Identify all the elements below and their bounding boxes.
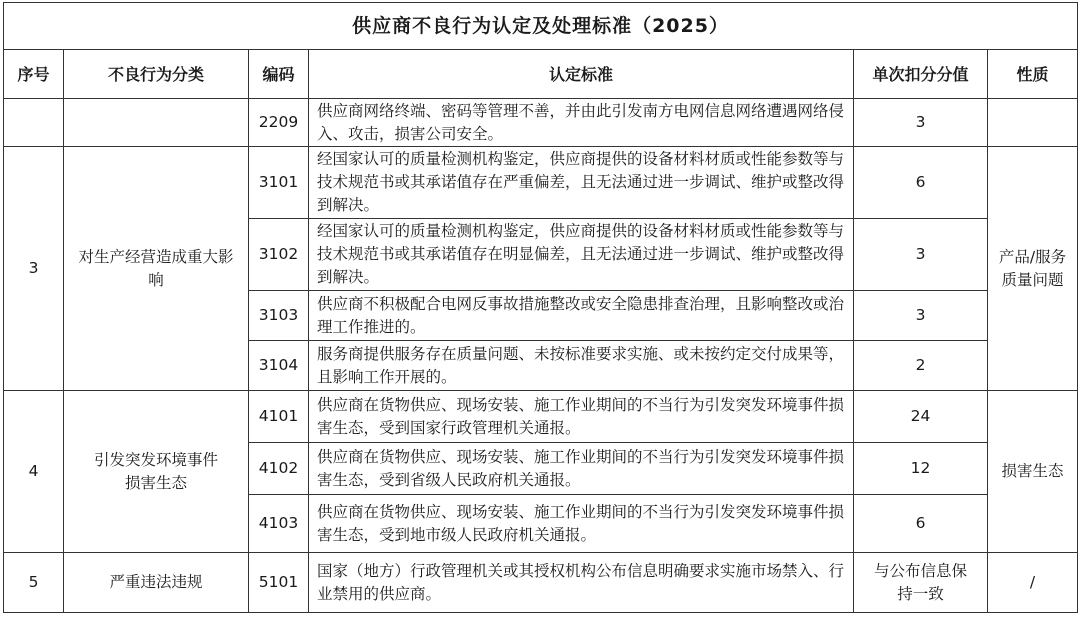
- table-row: [4, 99, 1078, 147]
- score-cell: 6: [854, 495, 988, 553]
- standard-cell: 经国家认可的质量检测机构鉴定，供应商提供的设备材料材质或性能参数等与技术规范书或其承诺值存在明显偏差，且无法通过进一步调试、维护或整改得到解决。: [309, 219, 854, 291]
- standard-cell: 国家（地方）行政管理机关或其授权机构公布信息明确要求实施市场禁入、行业禁用的供应商。: [309, 553, 854, 613]
- standard-cell: 供应商在货物供应、现场安装、施工作业期间的不当行为引发突发环境事件损害生态，受到国家行政管理机关通报。: [309, 391, 854, 443]
- header-row: [4, 50, 1078, 99]
- score-cell: 3: [854, 99, 988, 147]
- seq-cell: [4, 99, 64, 147]
- category-cell: 严重违法违规: [64, 553, 249, 613]
- code-cell: 4101: [249, 391, 309, 443]
- header-code: 编码: [249, 50, 309, 99]
- standards-table-container: [3, 2, 1077, 613]
- score-cell: 3: [854, 291, 988, 341]
- score-cell: 2: [854, 341, 988, 391]
- code-cell: 3102: [249, 219, 309, 291]
- seq-cell: 4: [4, 391, 64, 553]
- seq-cell: 5: [4, 553, 64, 613]
- code-cell: 4103: [249, 495, 309, 553]
- score-cell: 12: [854, 443, 988, 495]
- category-cell: [64, 99, 249, 147]
- score-cell: 6: [854, 147, 988, 219]
- code-cell: 5101: [249, 553, 309, 613]
- header-seq: 序号: [4, 50, 64, 99]
- nature-cell: 损害生态: [988, 391, 1078, 553]
- standard-cell: 供应商在货物供应、现场安装、施工作业期间的不当行为引发突发环境事件损害生态，受到地市级人民政府机关通报。: [309, 495, 854, 553]
- code-cell: 3104: [249, 341, 309, 391]
- code-cell: 3101: [249, 147, 309, 219]
- table-row: [4, 391, 1078, 443]
- standard-cell: 经国家认可的质量检测机构鉴定，供应商提供的设备材料材质或性能参数等与技术规范书或其承诺值存在严重偏差，且无法通过进一步调试、维护或整改得到解决。: [309, 147, 854, 219]
- code-cell: 2209: [249, 99, 309, 147]
- table-title: 供应商不良行为认定及处理标准（2025）: [4, 3, 1078, 50]
- nature-cell: /: [988, 553, 1078, 613]
- table-row: [4, 147, 1078, 219]
- category-cell: 对生产经营造成重大影响: [64, 147, 249, 391]
- standard-cell: 供应商不积极配合电网反事故措施整改或安全隐患排查治理，且影响整改或治理工作推进的。: [309, 291, 854, 341]
- header-nature: 性质: [988, 50, 1078, 99]
- header-category: 不良行为分类: [64, 50, 249, 99]
- table-row: [4, 553, 1078, 613]
- score-cell: 与公布信息保持一致: [854, 553, 988, 613]
- code-cell: 3103: [249, 291, 309, 341]
- header-score: 单次扣分分值: [854, 50, 988, 99]
- nature-cell: [988, 99, 1078, 147]
- standards-table: [3, 2, 1078, 613]
- nature-cell: 产品/服务质量问题: [988, 147, 1078, 391]
- header-standard: 认定标准: [309, 50, 854, 99]
- code-cell: 4102: [249, 443, 309, 495]
- score-cell: 3: [854, 219, 988, 291]
- standard-cell: 服务商提供服务存在质量问题、未按标准要求实施、或未按约定交付成果等，且影响工作开展的。: [309, 341, 854, 391]
- standard-cell: 供应商在货物供应、现场安装、施工作业期间的不当行为引发突发环境事件损害生态，受到省级人民政府机关通报。: [309, 443, 854, 495]
- standard-cell: 供应商网络终端、密码等管理不善，并由此引发南方电网信息网络遭遇网络侵入、攻击，损害公司安全。: [309, 99, 854, 147]
- score-cell: 24: [854, 391, 988, 443]
- seq-cell: 3: [4, 147, 64, 391]
- category-cell: 引发突发环境事件损害生态: [64, 391, 249, 553]
